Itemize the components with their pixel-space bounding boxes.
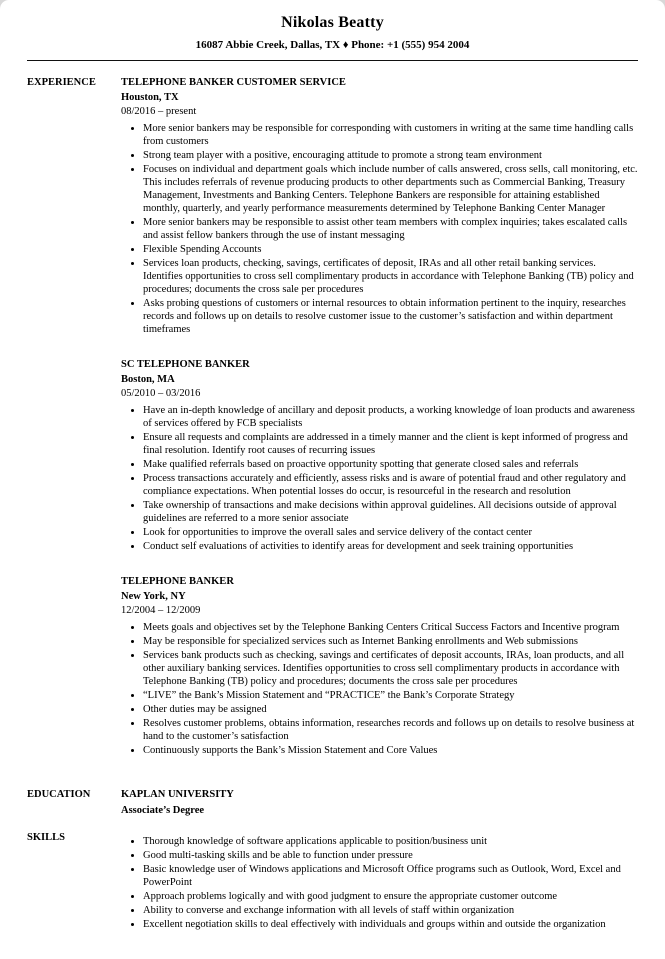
- bullet-item: • Resolves customer problems, obtains information, researches records and follows up on details to resolve business at hand to the customer’s satisfaction: [143, 717, 638, 743]
- candidate-name: Nikolas Beatty: [281, 14, 384, 31]
- bullet-item: • “LIVE” the Bank’s Mission Statement and “PRACTICE” the Bank’s Corporate Strategy: [143, 689, 638, 702]
- bullet-item: • Thorough knowledge of software applications applicable to position/business unit: [143, 835, 638, 848]
- job-bullet-list: [121, 122, 638, 336]
- bullet-item: • Ability to converse and exchange information with all levels of staff within organization: [143, 904, 638, 917]
- bullet-item: • Asks probing questions of customers or internal resources to obtain information pertinent to the inquiry, researches records and follows up on details to resolve customer issue to the customer’s satisfaction and within department timeframes: [143, 297, 638, 336]
- experience-section-label: EXPERIENCE: [27, 77, 96, 88]
- bullet-item: • Approach problems logically and with good judgment to ensure the appropriate customer outcome: [143, 890, 638, 903]
- bullet-item: • Excellent negotiation skills to deal effectively with individuals and groups within and outside the organization: [143, 918, 638, 931]
- bullet-item: • Basic knowledge user of Windows applications and Microsoft Office programs such as Outlook, Word, Excel and PowerPoint: [143, 863, 638, 889]
- section-education: [0, 788, 665, 817]
- job-dates: 12/2004 – 12/2009: [121, 605, 201, 616]
- job-bullet-list: [121, 404, 638, 553]
- bullet-item: • Ensure all requests and complaints are addressed in a timely manner and the client is kept informed of progress and final resolution. Identify root causes of recurring issues: [143, 431, 638, 457]
- job-title: TELEPHONE BANKER: [121, 576, 234, 587]
- bullet-item: • Have an in-depth knowledge of ancillary and deposit products, a working knowledge of loan products and awareness of services offered by FCB specialists: [143, 404, 638, 430]
- skills-bullet-list: [121, 835, 638, 931]
- bullet-item: • More senior bankers may be responsible for corresponding with customers in writing at the same time handling calls from customers: [143, 122, 638, 148]
- skills-section-label: SKILLS: [27, 832, 65, 843]
- bullet-item: • Take ownership of transactions and make decisions within approval guidelines. All decisions outside of approval guidelines are referred to a more senior associate: [143, 499, 638, 525]
- job-location: Boston, MA: [121, 374, 175, 385]
- bullet-item: • Look for opportunities to improve the overall sales and service delivery of the contact center: [143, 526, 638, 539]
- bullet-item: • Strong team player with a positive, encouraging attitude to promote a strong team environment: [143, 149, 638, 162]
- section-experience: [0, 76, 665, 758]
- bullet-item: • Services loan products, checking, savings, certificates of deposit, IRAs and all other retail banking services. Identifies opportunities to cross sell complimentary products in accordance with Telephone Banking (TB) policy and procedures; documents the cross sale per procedures: [143, 257, 638, 296]
- job-location: New York, NY: [121, 591, 186, 602]
- bullet-item: • Good multi-tasking skills and be able to function under pressure: [143, 849, 638, 862]
- bullet-item: • Process transactions accurately and efficiently, assess risks and is aware of potential fraud and other regulatory and compliance expectations. When potential losses do occur, is resourceful in the research and resolution: [143, 472, 638, 498]
- degree-name: Associate’s Degree: [121, 805, 205, 816]
- job-dates: 08/2016 – present: [121, 106, 197, 117]
- experience-section-body: [121, 76, 665, 758]
- school-name: KAPLAN UNIVERSITY: [121, 789, 234, 800]
- bullet-item: • Services bank products such as checking, savings and certificates of deposit accounts, IRAs, loan products, and all other auxiliary banking services. Identifies opportunities to cross sell complimentary products in accordance with Telephone Banking (TB) policy and procedures; documents the cross sale per procedures: [143, 649, 638, 688]
- bullet-item: • Make qualified referrals based on proactive opportunity spotting that generate closed sales and referrals: [143, 458, 638, 471]
- job-entry-1: [121, 76, 638, 336]
- education-section-body: [121, 788, 665, 817]
- education-section-label: EDUCATION: [27, 789, 91, 800]
- bullet-item: • Conduct self evaluations of activities to identify areas for development and seek training opportunities: [143, 540, 638, 553]
- job-title: TELEPHONE BANKER CUSTOMER SERVICE: [121, 77, 346, 88]
- bullet-item: • Focuses on individual and department goals which include number of calls answered, cross sells, call monitoring, etc. This includes referrals of revenue producing products to other departments such as Commercial Banking, Treasury Management, Investments and Banking Centers. Telephone Bankers are responsible for attaining established monthly, quarterly, and yearly performance measurements determined by Telephone Banking Center Manager: [143, 163, 638, 215]
- bullet-item: • Continuously supports the Bank’s Mission Statement and Core Values: [143, 744, 638, 757]
- job-dates: 05/2010 – 03/2016: [121, 388, 201, 399]
- resume-header: [0, 0, 665, 61]
- job-entry-2: [121, 358, 638, 553]
- bullet-item: • Meets goals and objectives set by the Telephone Banking Centers Critical Success Factors and Incentive program: [143, 621, 638, 634]
- skills-section-body: [121, 831, 665, 932]
- section-skills: [0, 831, 665, 932]
- job-entry-3: [121, 575, 638, 757]
- job-location: Houston, TX: [121, 92, 179, 103]
- header-divider: [27, 60, 638, 61]
- bullet-item: • More senior bankers may be responsible to assist other team members with complex inquiries; takes escalated calls and assist fellow bankers through the use of instant messaging: [143, 216, 638, 242]
- job-bullet-list: [121, 621, 638, 757]
- bullet-item: • Flexible Spending Accounts: [143, 243, 638, 256]
- bullet-item: • Other duties may be assigned: [143, 703, 638, 716]
- bullet-item: • May be responsible for specialized services such as Internet Banking enrollments and Web submissions: [143, 635, 638, 648]
- contact-line: 16087 Abbie Creek, Dallas, TX ♦ Phone: +1 (555) 954 2004: [195, 39, 470, 51]
- job-title: SC TELEPHONE BANKER: [121, 359, 250, 370]
